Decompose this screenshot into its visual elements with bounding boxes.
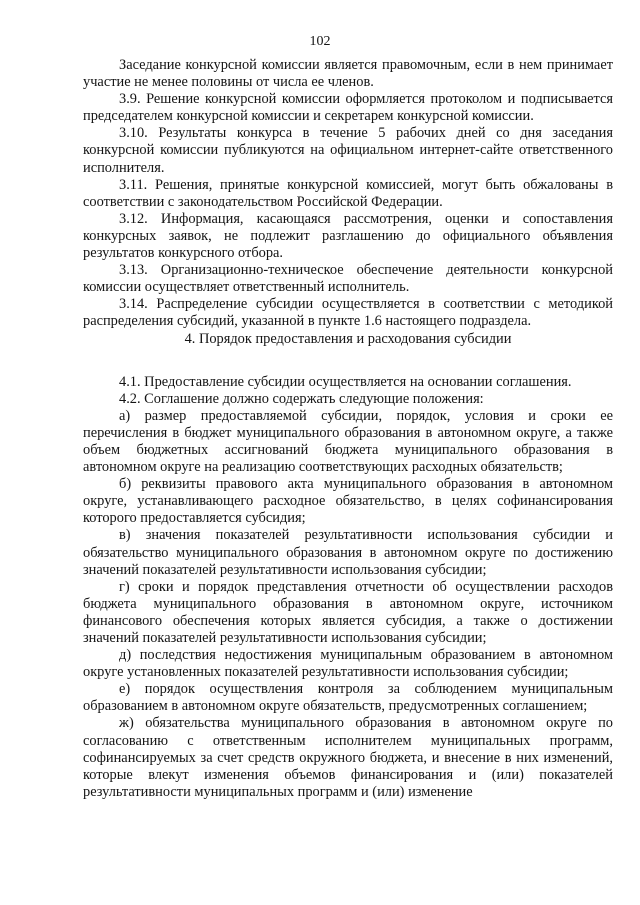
paragraph-quorum: Заседание конкурсной комиссии является правомочным, если в нем принимает участие не менее половины от числа ее членов. (83, 57, 613, 91)
paragraph-4-1: 4.1. Предоставление субсидии осуществляется на основании соглашения. (119, 373, 572, 390)
paragraph-3-14: 3.14. Распределение субсидии осуществляется в соответствии с методикой распределения субсидий, указанной в пункте 1.6 настоящего подраздела. (83, 296, 613, 330)
list-item-e: е) порядок осуществления контроля за соблюдением муниципальным образованием в автономном округе обязательств, предусмотренных соглашением; (83, 681, 613, 715)
list-item-zh: ж) обязательства муниципального образования в автономном округе по согласованию с ответственным исполнителем муниципальных программ, софинансируемых за счет средств окружного бюджета, и внесение в них изменений, которые влекут изменения объемов финансирования и (или) показателей результативности муниципальных программ и (или) изменение (83, 715, 613, 800)
list-item-v: в) значения показателей результативности использования субсидии и обязательство муниципального образования в автономном округе по достижению значений показателей результативности использования субсидии; (83, 527, 613, 578)
list-item-d: д) последствия недостижения муниципальным образованием в автономном округе установленных показателей результативности использования субсидии; (83, 647, 613, 681)
paragraph-3-11: 3.11. Решения, принятые конкурсной комиссией, могут быть обжалованы в соответствии с законодательством Российской Федерации. (83, 176, 613, 210)
list-item-g: г) сроки и порядок представления отчетности об осуществлении расходов бюджета муниципального образования в автономном округе, источником финансового обеспечения которых является субсидия, а также о достижении значений показателей результативности использования субсидии; (83, 578, 613, 646)
paragraph-3-13: 3.13. Организационно-техническое обеспечение деятельности конкурсной комиссии осуществляет ответственный исполнитель. (83, 262, 613, 296)
section-heading: 4. Порядок предоставления и расходования субсидии (184, 330, 512, 347)
paragraph-3-9: 3.9. Решение конкурсной комиссии оформляется протоколом и подписывается председателем конкурсной комиссии и секретарем конкурсной комиссии. (83, 91, 613, 125)
document-body (83, 57, 613, 801)
paragraph-4-2: 4.2. Соглашение должно содержать следующие положения: (119, 390, 484, 407)
paragraph-3-10: 3.10. Результаты конкурса в течение 5 рабочих дней со дня заседания конкурсной комиссии публикуются на официальном интернет-сайте ответственного исполнителя. (83, 125, 613, 176)
page-number: 102 (309, 34, 331, 49)
list-item-b: б) реквизиты правового акта муниципального образования в автономном округе, устанавливающего расходное обязательство, в целях софинансирования которого предоставляется субсидия; (83, 476, 613, 527)
list-item-a: а) размер предоставляемой субсидии, порядок, условия и сроки ее перечисления в бюджет муниципального образования в автономном округе, а также объем бюджетных ассигнований бюджета муниципального образования в автономном округе на реализацию соответствующих расходных обязательств; (83, 407, 613, 476)
paragraph-3-12: 3.12. Информация, касающаяся рассмотрения, оценки и сопоставления конкурсных заявок, не подлежит разглашению до официального объявления результатов конкурсного отбора. (83, 210, 613, 262)
